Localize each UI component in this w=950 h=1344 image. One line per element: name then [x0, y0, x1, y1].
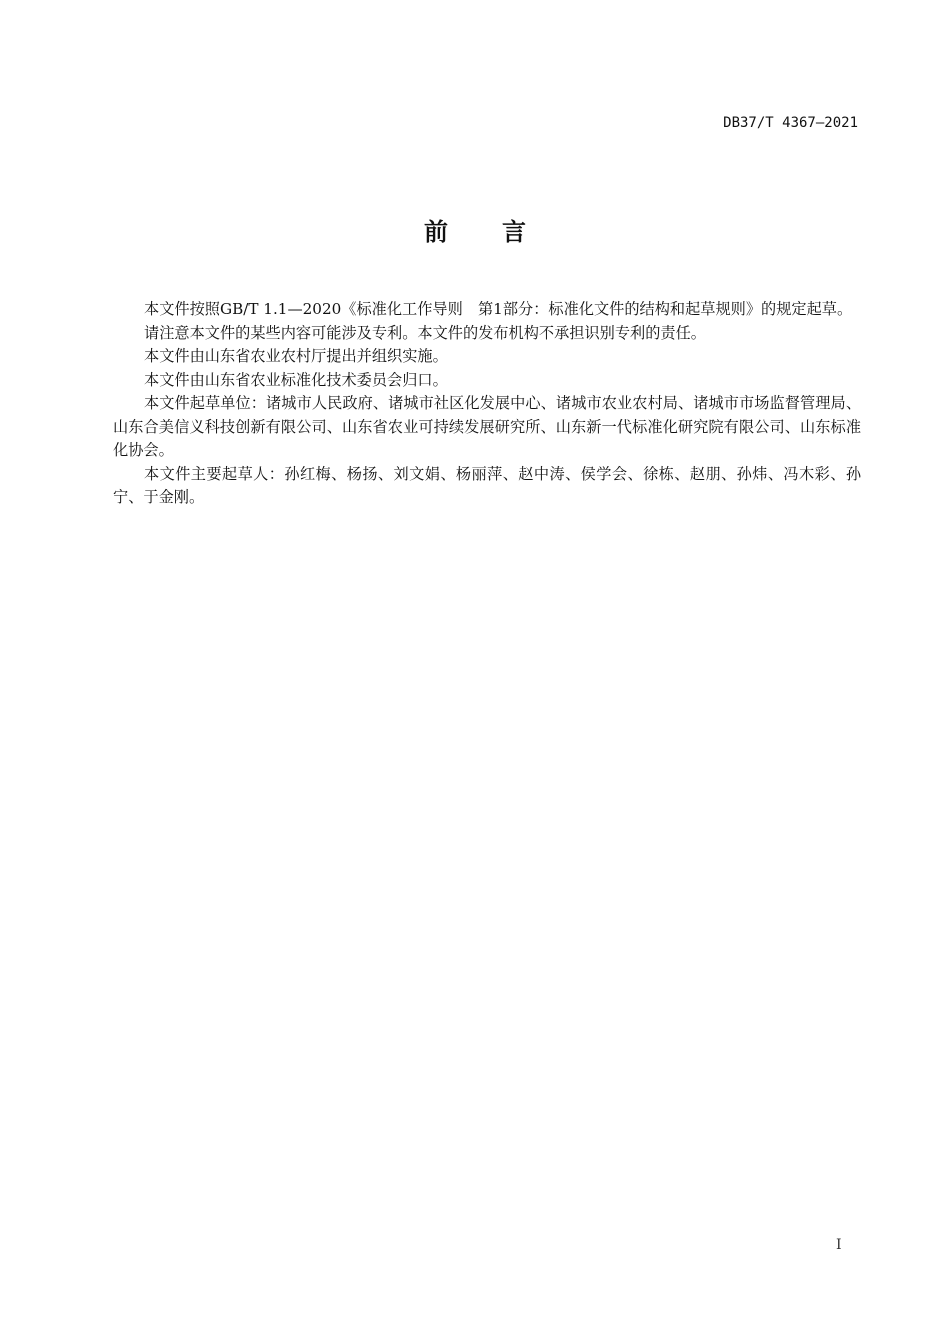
foreword-body	[113, 298, 861, 510]
paragraph-patent-notice: 请注意本文件的某些内容可能涉及专利。本文件的发布机构不承担识别专利的责任。	[144, 323, 706, 342]
standard-code: DB37/T 4367—2021	[723, 115, 858, 131]
title-char-1: 前	[424, 218, 448, 246]
paragraph-drafting-units: 本文件起草单位：诸城市人民政府、诸城市社区化发展中心、诸城市农业农村局、诸城市市场监督管理局、山东合美信义科技创新有限公司、山东省农业可持续发展研究所、山东新一代标准化研究院有限公司、山东标准化协会。	[113, 394, 861, 459]
title-char-2: 言	[502, 218, 526, 246]
paragraph-drafting-rules: 本文件按照GB/T 1.1—2020《标准化工作导则 第1部分：标准化文件的结构和起草规则》的规定起草。	[144, 300, 853, 318]
paragraph-committee: 本文件由山东省农业标准化技术委员会归口。	[144, 370, 448, 389]
paragraph-drafters: 本文件主要起草人：孙红梅、杨扬、刘文娟、杨丽萍、赵中涛、侯学会、徐栋、赵朋、孙炜、冯木彩、孙宁、于金刚。	[113, 464, 861, 506]
page-number: I	[836, 1237, 842, 1253]
page-title	[0, 212, 950, 247]
paragraph-proposer: 本文件由山东省农业农村厅提出并组织实施。	[144, 347, 448, 365]
